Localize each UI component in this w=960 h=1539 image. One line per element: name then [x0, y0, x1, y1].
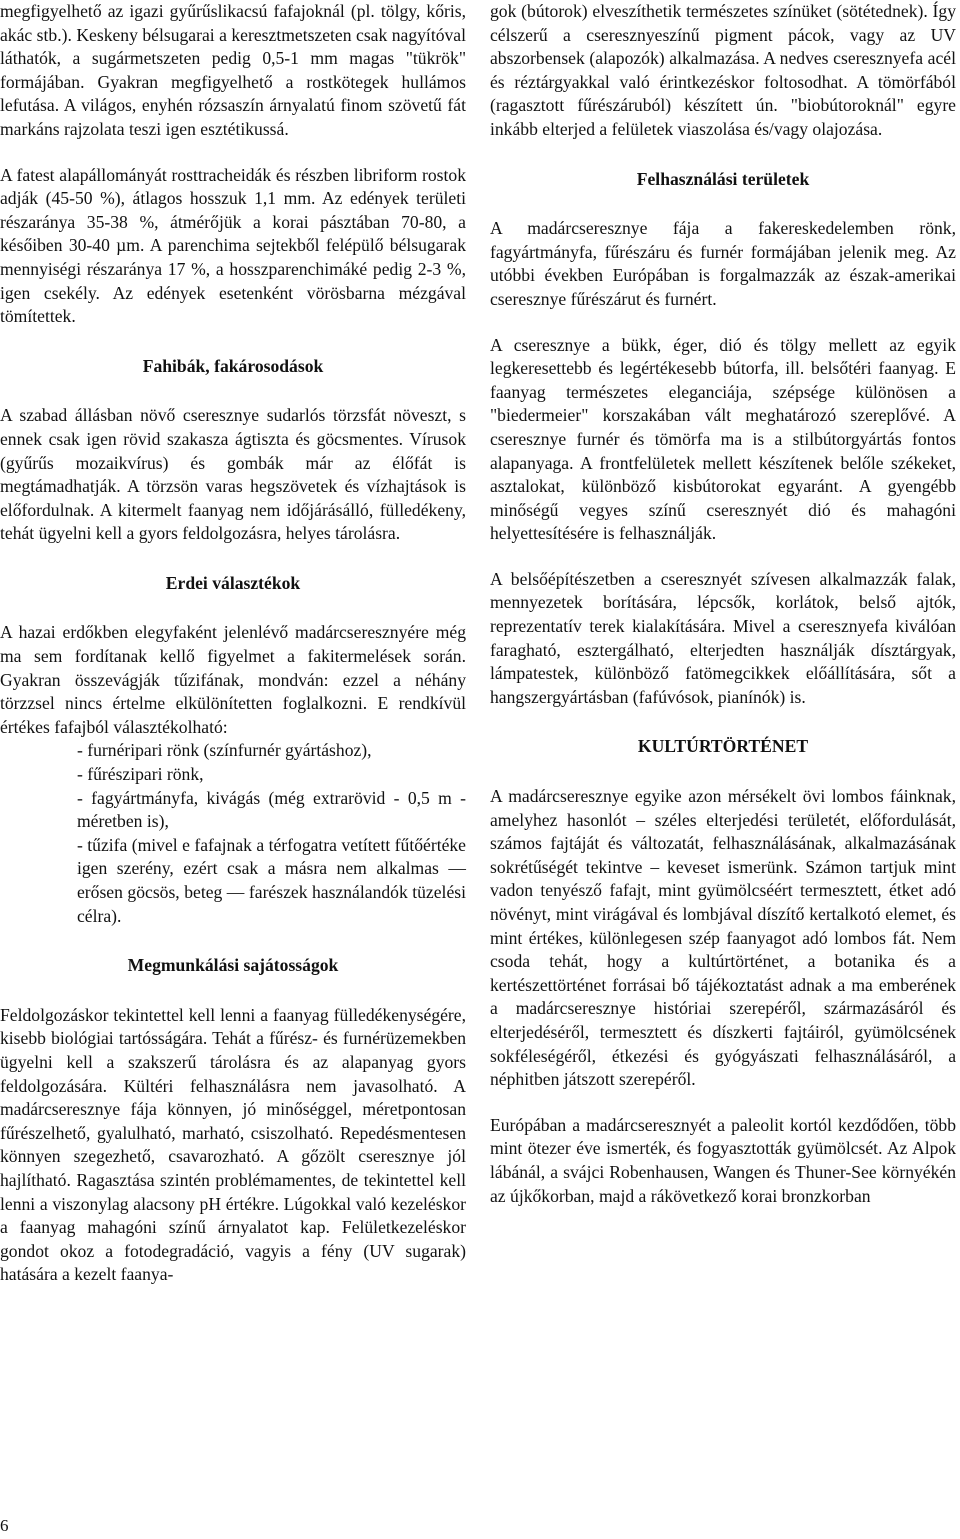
right-column	[490, 0, 956, 1208]
heading-cultural-history: KULTÚRTÖRTÉNET	[637, 736, 809, 757]
paragraph-wood-structure-intro: megfigyelhető az igazi gyűrűslikacsú fafajoknál (pl. tölgy, kőris, akác stb.). Keskeny bélsugarai a keresztmetszeten csak nagyítóval láthatók, a sugármetszeten pedig 0,5-1 mm magas "tükrök" formájában. Gyakran megfigyelhető a rostkötegek hullámos lefutása. A világos, enyhén rózsaszín árnyalatú finom szövetű fát markáns rajzolata teszi igen esztétikussá.	[0, 1, 466, 139]
paragraph-wood-defects: A szabad állásban növő cseresznye sudarlós törzsfát növeszt, s ennek csak igen rövid szakasza ágtiszta és göcsmentes. Vírusok (gyűrűs mozaikvírus) és gombák már az élőfát is megtámadhatják. A törzsön varas hegszövetek és vízhajtások is előfordulnak. A kitermelt faanyag nem időjárásálló, fülledékeny, tehát ügyelni kell a gyors feldolgozásra, helyes tárolásra.	[0, 405, 466, 544]
paragraph-processing-properties: Feldolgozáskor tekintettel kell lenni a faanyag fülledékenységére, kisebb biológiai tartósságára. Tehát a fűrész- és furnérüzemekben ügyelni kell a szakszerű tárolásra és az alapanyag gyors feldolgozására. Kültéri felhasználásra nem javasolható. A madárcseresznye fája könnyen, jó minőséggel, méretpontosan fűrészelhető, gyalulható, marható, csiszolható. Repedésmentesen könnyen szegezhető, csavarozható. A gőzölt cseresznye jól hajlítható. Ragasztása szintén problémamentes, de tekintettel kell lenni a viszonylag alacsony pH értékre. Lúgokkal való kezeléskor a faanyag mahagóni színű árnyalatot kap. Felületkezeléskor gondot okoz a fotodegradáció, vagyis a fény (UV sugarak) hatására a kezelt faanya-	[0, 1004, 466, 1285]
page-number: 6	[0, 1516, 9, 1535]
paragraph-wood-anatomy: A fatest alapállományát rosttracheidák és részben libriform rostok adják (45-50 %), átlagos hosszuk 1,1 mm. Az edények területi részaránya 35-38 %, átmérőjük a korai pásztában 70-80, a későiben 30-40 µm. A parenchima sejtekből felépülő bélsugarak mennyiségi részaránya 17 %, a hosszparenchimáké pedig 2-3 %, igen csekély. Az edények esetenként vörösbarna mézgával tömítettek.	[0, 164, 466, 327]
paragraph-furniture-use: A cseresznye a bükk, éger, dió és tölgy mellett az egyik legkeresettebb és legértékesebb bútorfa, ill. belsőtéri faanyag. E faanyag természetes eleganciája, szépsége különösen a "biedermeier" korszakában vált meghatározó szereplővé. A cseresznye furnér és tömörfa ma is a stilbútorgyártás fontos alapanyaga. A frontfelületek mellett készítenek belőle székeket, asztalokat, különböző kisbútorokat egyaránt. A gyengébb minőségű vegyes színű cseresznyét dió és mahagóni helyettesítésére is felhasználják.	[490, 334, 956, 544]
paragraph-surface-treatment: gok (bútorok) elveszíthetik természetes színüket (sötétednek). Így célszerű a cseresznyeszínű pigment pácok, vagy az UV abszorbensek (alapozók) alkalmazása. A nedves cseresznyefa acél és réztárgyakkal való érintkezéskor foltosodhat. A tömörfából (ragasztott fűrészáruból) készített ún. "biobútoroknál" egyre inkább elterjed a felületek viaszolása és/vagy olajozása.	[490, 1, 956, 139]
list-item: - tűzifa (mivel e fafajnak a térfogatra vetített fűtőértéke igen szerény, ezért csak a másra nem alkalmas — erősen göcsös, beteg — farészek használandók tüzelési célra).	[77, 834, 466, 926]
list-item: - fagyártmányfa, kivágás (még extrarövid - 0,5 m - méretben is),	[77, 787, 466, 832]
paragraph-trade-forms: A madárcseresznye fája a fakereskedelemben rönk, fagyártmányfa, fűrészáru és furnér formájában jelenik meg. Az utóbbi években Európában is forgalmazzák az észak-amerikai cseresznye fűrészárut és furnért.	[490, 218, 956, 309]
paragraph-forest-assortments: A hazai erdőkben elegyfaként jelenlévő madárcseresznyére még ma sem fordítanak kellő figyelmet a fakitermelések során. Gyakran összevágják tűzifának, mondván: ezzel a néhány törzzsel nincs értelme elkülönítetten foglalkozni. E rendkívül értékes fafajból választékolható:	[0, 622, 466, 737]
heading-wood-defects: Fahibák, fakárosodások	[142, 355, 324, 376]
left-column	[0, 0, 466, 1287]
heading-application-areas: Felhasználási területek	[636, 168, 810, 189]
paragraph-europe-history: Európában a madárcseresznyét a paleolit kortól kezdődően, több mint ötezer éve ismerték, és fogyasztották gyümölcsét. Az Alpok lábánál, a svájci Robenhausen, Wangen és Thuner-See környékén az újkőkorban, majd a rákövetkező korai bronzkorban	[490, 1114, 956, 1206]
heading-forest-assortments: Erdei választékok	[165, 572, 301, 593]
paragraph-interior-use: A belsőépítészetben a cseresznyét szívesen alkalmazzák falak, mennyezetek borítására, lépcsők, korlátok, belső ajtók, reprezentatív terek kialakítására. Mivel a cseresznyefa kiválóan faragható, esztergálható, elterjedten használják dísztárgyak, lámpatestek, különböző fatömegcikkek előállítására, sőt a hangszergyártásban (fafúvósok, pianínók) is.	[490, 568, 956, 707]
assortment-list	[0, 739, 466, 928]
list-item: - fűrészipari rönk,	[77, 764, 204, 785]
list-item: - furnéripari rönk (színfurnér gyártáshoz),	[77, 740, 372, 761]
paragraph-cultural-history: A madárcseresznye egyike azon mérsékelt övi lombos fáinknak, amelyhez hasonlót – széles elterjedési területét, előfordulását, számos fajtáját és változatát, felhasználásának, alkalmazásának sokrétűségét tekintve – keveset ismerünk. Számon tartjuk mint vadon tenyésző fafajt, mint gyümölcséért termesztett, étket adó növényt, mint virágával és lombjával díszítő kertalkotó elemet, és mint értékes, különlegesen szép faanyagot adó lombos fát. Nem csoda tehát, hogy a kultúrtörténet, a botanika és a kertészettörténet forrásai bő tájékoztatást adnak a ma emberének a madárcseresznye históriai szerepéről, származásáról és elterjedéséről, termesztett és díszkerti fajtáiról, gyümölcsének sokféleségéről, étkezési és gyógyászati felhasználásáról, a néphitben játszott szerepéről.	[490, 786, 956, 1090]
heading-processing-properties: Megmunkálási sajátosságok	[127, 955, 339, 976]
